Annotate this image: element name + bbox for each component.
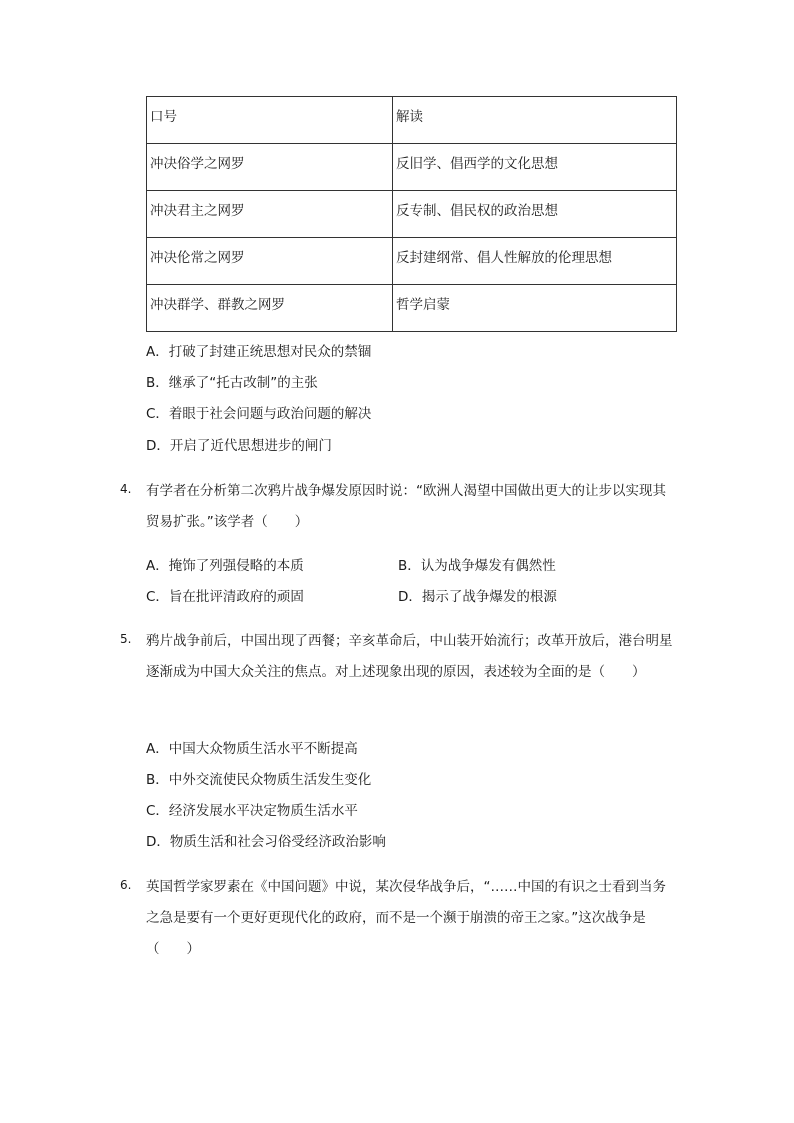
- q5-option-a: A．中国大众物质生活水平不断提高: [146, 741, 358, 757]
- q4-option-a: A．掩饰了列强侵略的本质: [146, 558, 304, 574]
- table-row: [147, 191, 677, 238]
- q4-number: 4.: [120, 482, 132, 496]
- q5-option-c: C．经济发展水平决定物质生活水平: [146, 803, 358, 819]
- q3-option-a: A．打破了封建正统思想对民众的禁锢: [146, 344, 372, 360]
- table-cell: 反旧学、倡西学的文化思想: [393, 144, 677, 191]
- table-row: [147, 144, 677, 191]
- table-header-cell: 解读: [393, 97, 677, 144]
- table-cell: 冲决君主之网罗: [147, 191, 393, 238]
- q4-option-b: B．认为战争爆发有偶然性: [398, 558, 556, 574]
- table-cell: 冲决伦常之网罗: [147, 238, 393, 285]
- q5-stem: 鸦片战争前后，中国出现了西餐；辛亥革命后，中山装开始流行；改革开放后，港台明星逐渐成为中国大众关注的焦点。对上述现象出现的原因，表述较为全面的是（ ）: [146, 633, 673, 680]
- table-row: [147, 285, 677, 332]
- q3-option-c: C．着眼于社会问题与政治问题的解决: [146, 406, 372, 422]
- table-cell: 冲决俗学之网罗: [147, 144, 393, 191]
- table-header-cell: 口号: [147, 97, 393, 144]
- table-cell: 反专制、倡民权的政治思想: [393, 191, 677, 238]
- q4-option-d: D．揭示了战争爆发的根源: [398, 589, 557, 605]
- table-row: [147, 238, 677, 285]
- q4-option-c: C．旨在批评清政府的顽固: [146, 589, 304, 605]
- q3-option-d: D．开启了近代思想进步的闸门: [146, 438, 332, 454]
- table-header-row: [147, 97, 677, 144]
- table-cell: 反封建纲常、倡人性解放的伦理思想: [393, 238, 677, 285]
- table-cell: 冲决群学、群教之网罗: [147, 285, 393, 332]
- q6-number: 6.: [120, 878, 132, 892]
- q3-option-b: B．继承了“托古改制”的主张: [146, 375, 318, 391]
- slogan-table: [146, 96, 677, 332]
- q5-option-b: B．中外交流使民众物质生活发生变化: [146, 772, 372, 788]
- q5-option-d: D．物质生活和社会习俗受经济政治影响: [146, 834, 386, 850]
- q5-number: 5.: [120, 632, 132, 646]
- table-cell: 哲学启蒙: [393, 285, 677, 332]
- q4-stem: 有学者在分析第二次鸦片战争爆发原因时说：“欧洲人渴望中国做出更大的让步以实现其贸易扩张。”该学者（ ）: [146, 483, 666, 530]
- q6-stem: 英国哲学家罗素在《中国问题》中说，某次侵华战争后，“……中国的有识之士看到当务之急是要有一个更好更现代化的政府，而不是一个濒于崩溃的帝王之家。”这次战争是（ ）: [146, 879, 666, 957]
